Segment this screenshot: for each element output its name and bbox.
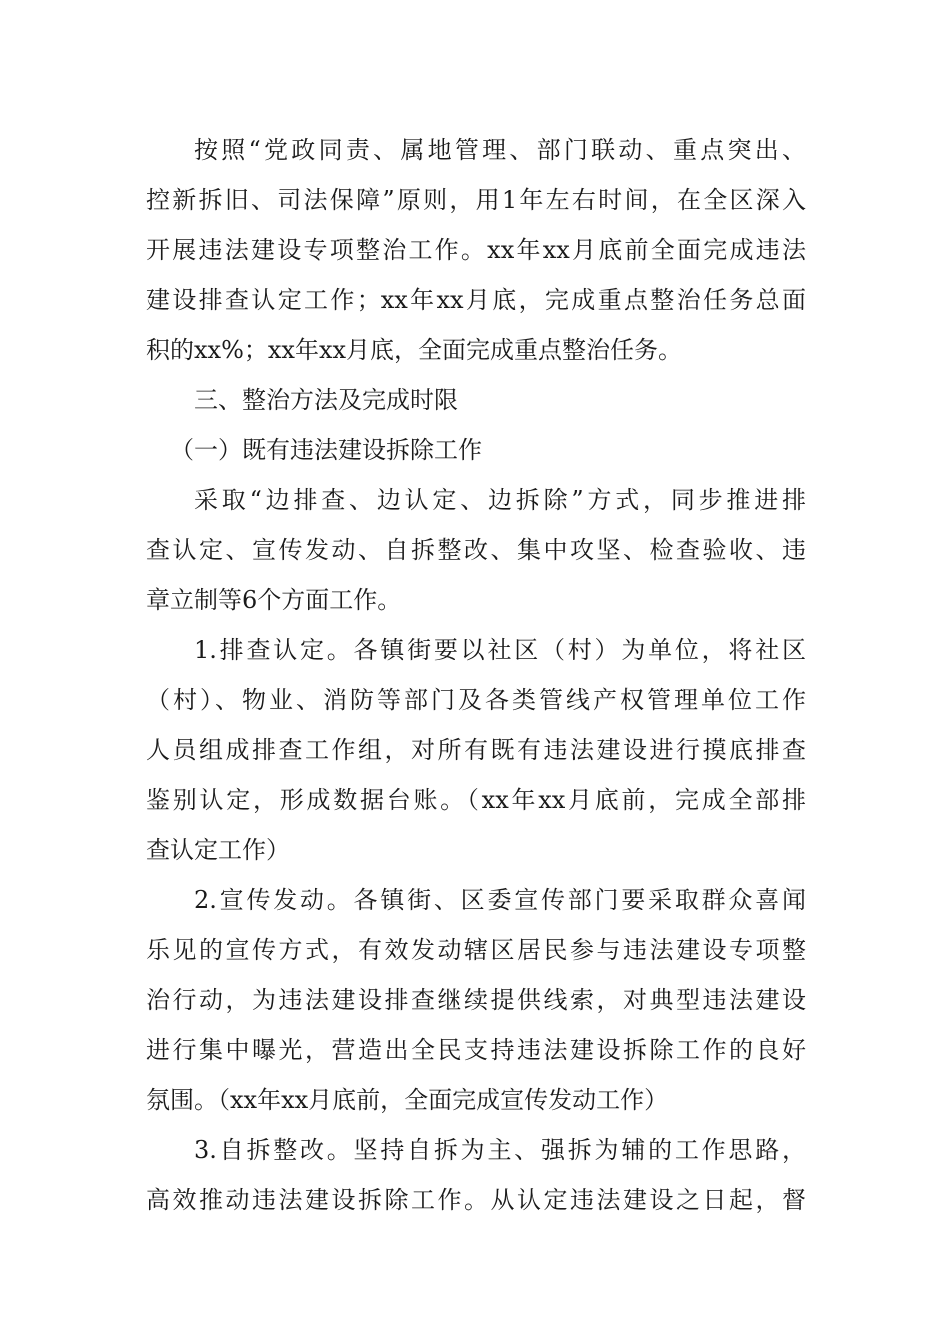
subsection-heading: （一）既有违法建设拆除工作: [170, 436, 482, 464]
paragraph-line: 查认定、宣传发动、自拆整改、集中攻坚、检查验收、违: [146, 536, 806, 564]
list-item-line: 氛围。（xx年xx月底前，全面完成宣传发动工作）: [146, 1086, 669, 1114]
paragraph-line: 采取“边排查、边认定、边拆除”方式，同步推进排: [194, 486, 806, 514]
paragraph-line: 按照“党政同责、属地管理、部门联动、重点突出、: [194, 136, 806, 164]
paragraph-line: 控新拆旧、司法保障”原则，用1年左右时间，在全区深入: [146, 186, 806, 214]
paragraph-line: 积的xx%；xx年xx月底，全面完成重点整治任务。: [146, 336, 683, 364]
list-item-line: 2.宣传发动。各镇街、区委宣传部门要采取群众喜闻: [194, 886, 806, 914]
list-item-line: 人员组成排查工作组，对所有既有违法建设进行摸底排查: [146, 736, 806, 764]
list-item-line: 高效推动违法建设拆除工作。从认定违法建设之日起，督: [146, 1186, 806, 1214]
list-item-line: 鉴别认定，形成数据台账。（xx年xx月底前，完成全部排: [146, 786, 806, 814]
section-heading: 三、整治方法及完成时限: [194, 386, 458, 414]
list-item-line: 乐见的宣传方式，有效发动辖区居民参与违法建设专项整: [146, 936, 806, 964]
list-item-line: 3.自拆整改。坚持自拆为主、强拆为辅的工作思路，: [194, 1136, 806, 1164]
paragraph-line: 开展违法建设专项整治工作。xx年xx月底前全面完成违法: [146, 236, 806, 264]
list-item-line: 进行集中曝光，营造出全民支持违法建设拆除工作的良好: [146, 1036, 806, 1064]
paragraph-line: 建设排查认定工作；xx年xx月底，完成重点整治任务总面: [146, 286, 806, 314]
list-item-line: （村）、物业、消防等部门及各类管线产权管理单位工作: [146, 686, 806, 714]
paragraph-line: 章立制等6个方面工作。: [146, 586, 402, 614]
list-item-line: 治行动，为违法建设排查继续提供线索，对典型违法建设: [146, 986, 806, 1014]
list-item-line: 1.排查认定。各镇街要以社区（村）为单位，将社区: [194, 636, 806, 664]
list-item-line: 查认定工作）: [146, 836, 290, 864]
